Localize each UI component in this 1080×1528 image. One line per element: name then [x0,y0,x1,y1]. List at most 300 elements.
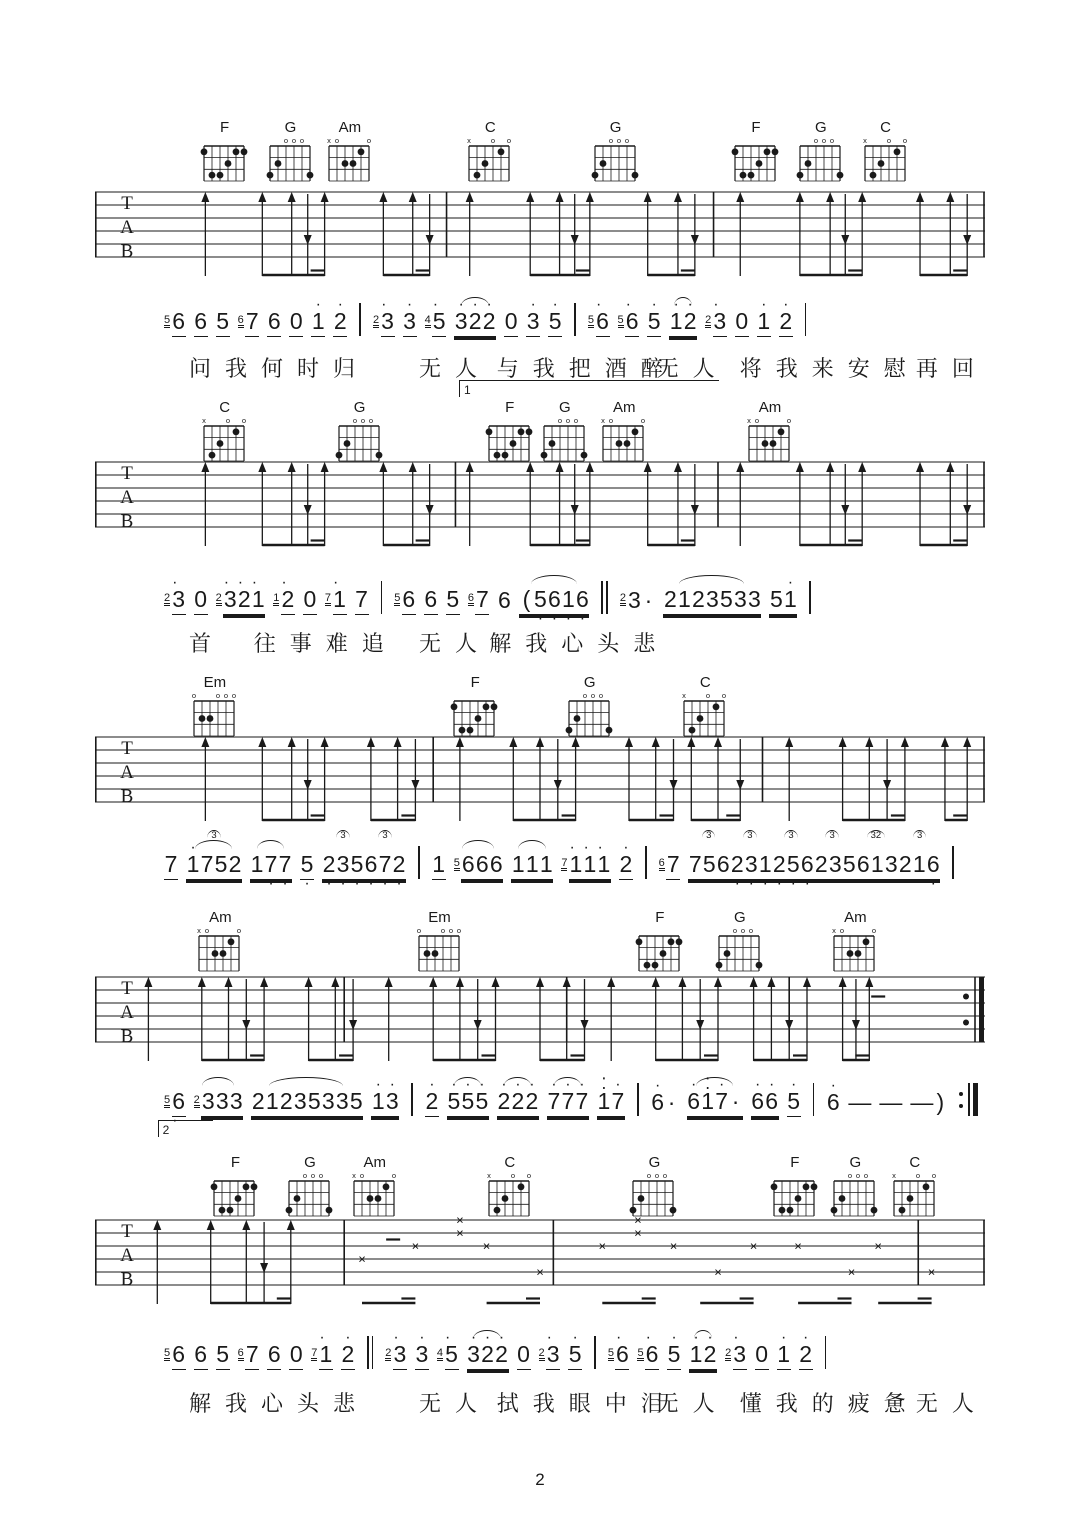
low-octave-dot [186,880,200,888]
digit: 2 [279,1088,293,1114]
note [705,296,727,345]
grace-note: 5 [164,1094,171,1106]
strum-up-arrow-icon [858,192,866,202]
bar-line [952,846,954,879]
repeat-dot [963,1020,969,1026]
strum-up-arrow-icon [586,192,594,202]
barline-double [367,1336,373,1369]
low-octave-dot [769,615,783,623]
note [355,578,369,623]
octave-dots-below [641,1370,655,1378]
finger-dot [599,160,606,167]
low-octave-dot [389,1370,403,1378]
octave-dot: · [625,296,631,313]
finger-dot [525,428,532,435]
note [526,296,540,345]
octave-dot: · [654,1077,661,1094]
lyric-segment: 无人 [656,356,729,381]
grace-note: 6 [237,1347,244,1359]
digit: 5 [461,1088,475,1114]
repeat-dot [959,1092,963,1096]
low-octave-dot [561,1117,575,1125]
octave-dot: · [761,296,767,313]
octave-dots-below [251,1117,363,1125]
octave-dots-below [787,1117,801,1125]
tab-system-3 [95,733,985,833]
digit: 6 [475,851,489,877]
digit: 7 [547,1088,561,1114]
strum-up-arrow-icon [946,192,954,202]
chord-diagram-Am [194,910,246,980]
digit: · [731,1088,740,1114]
octave-dots-below [329,615,343,623]
finger-dot [423,950,430,957]
low-octave-dot [241,1370,255,1378]
muted-note-x-icon: × [874,1238,882,1254]
finger-dot [732,148,739,155]
finger-dot [869,172,876,179]
tab-clef-letter: T [121,1221,133,1242]
low-octave-dot [526,337,540,345]
bar-line-thick [973,1083,978,1116]
note [194,1333,208,1378]
octave-dot: · [713,296,719,313]
octave-dot: · [530,296,536,313]
string-marker-o-icon: o [655,1171,660,1180]
octave-dot: · [597,839,603,856]
low-octave-dot [214,880,228,888]
octave-dots-below [526,337,540,345]
low-octave-dot [233,615,247,623]
string-marker-o-icon: o [848,1171,853,1180]
barline-single [574,303,576,336]
octave-dot: · [501,1076,507,1093]
octave-dots-below [548,337,562,345]
low-octave-dot [799,1370,813,1378]
octave-dot: · [445,1329,451,1346]
muted-note-x-icon: × [456,1225,464,1241]
finger-dot [922,1183,929,1190]
chord-grid [590,135,642,185]
bar-line [637,1083,639,1116]
digit: 3 [229,1088,243,1114]
volta-number: 1 [464,383,471,397]
finger-dot [491,703,498,710]
low-octave-dot [651,1117,665,1125]
chord-diagram-G [795,120,847,190]
low-octave-dot [481,1370,495,1378]
digit: 2 [495,1341,508,1367]
digit: 6 [267,308,281,334]
bar-line [825,1336,827,1369]
finger-dot [216,172,223,179]
digit: 7 [611,1088,625,1114]
tab-clef-letter: A [120,1002,134,1023]
finger-dot [474,172,481,179]
chord-diagram-F [769,1155,821,1225]
lyric-segment: 拭我眼中泪 [496,1391,677,1416]
octave-dots-below [341,1370,355,1378]
digit: 6 [826,1089,840,1115]
low-octave-dot [621,337,635,345]
chord-grid [730,135,782,185]
digit: 6 [172,308,186,334]
digit: 2 [468,308,482,334]
strum-up-arrow-icon [466,192,474,202]
strum-up-arrow-icon [536,737,544,747]
low-octave-dot [377,337,391,345]
chord-name: G [558,399,571,416]
tuplet-number: 3 [207,830,220,841]
string-marker-o-icon: o [237,926,242,935]
note [436,1329,459,1378]
octave-dots-below [241,1370,255,1378]
chord-diagram-C [860,120,912,190]
bar-line [805,303,807,336]
digit: 0 [289,1341,303,1367]
low-octave-dot [303,615,317,623]
octave-dot: · [546,1329,552,1346]
low-octave-dot [747,615,761,623]
finger-dot [863,938,870,945]
digit: 3 [172,586,186,612]
tab-clef-letter: T [121,978,133,999]
octave-dots-below [300,875,314,892]
tab-clef-letter: B [120,1026,134,1047]
digit: 5 [548,308,562,334]
strum-up-arrow-icon [409,192,417,202]
barline-single [645,846,647,879]
low-octave-dot [497,615,511,623]
low-octave-dot [468,337,482,345]
string-marker-o-icon: o [616,136,621,145]
chord-grid [414,925,466,975]
finger-dot [651,962,658,969]
string-marker-o-icon: o [624,136,629,145]
digit: ( [522,586,531,612]
note [637,1329,659,1378]
note [303,578,317,623]
low-octave-dot [371,1117,385,1125]
low-octave-dot: · [268,875,274,892]
low-octave-dot [472,880,486,888]
octave-dot: · [569,839,575,856]
lyric-segment: 与我把酒醉 [496,356,677,381]
bar-line [381,581,383,614]
grace-note: 6 [658,857,665,869]
chord-name: Am [758,399,782,416]
octave-dot: · [432,296,439,313]
finger-dot [659,950,666,957]
octave-dots-below [447,1117,489,1125]
low-octave-dot [194,337,208,345]
strum-up-arrow-icon [916,192,924,202]
finger-dot [243,1183,250,1190]
digit: 3 [546,1341,560,1367]
finger-dot [755,962,762,969]
digit: 0 [303,586,317,612]
digit: 3 [828,851,842,877]
tab-clef-letter: B [120,786,134,807]
chord-diagram-C [484,1155,536,1225]
string-marker-o-icon: o [722,691,727,700]
note [757,296,771,345]
octave-dots-below [219,615,261,623]
bar-line [601,581,603,614]
octave-dots-below [315,1370,329,1378]
string-marker-o-icon: o [931,1171,936,1180]
tie-arc [473,1330,501,1339]
string-marker-o-icon: o [706,691,711,700]
chord-name: Em [203,674,227,691]
octave-dots-below [799,1370,813,1378]
octave-dots-below [592,337,606,345]
low-octave-dot [355,615,369,623]
octave-dots-below [497,1117,539,1125]
digit: 5 [307,1088,321,1114]
digit: 5 [216,308,230,334]
octave-dots-below [424,615,438,623]
string-marker-x-icon: x [891,1171,896,1180]
chord-name: Am [338,119,362,136]
octave-dots-below [542,1370,556,1378]
octave-dots-below [612,1370,626,1378]
muted-note-x-icon: × [749,1238,758,1254]
octave-dots-below [403,337,417,345]
octave-dots-below [568,1370,582,1378]
chord-name: C [699,674,711,691]
strum-up-arrow-icon [321,462,329,472]
digit: 7 [666,851,680,877]
digit: 7 [715,1088,729,1114]
octave-dot: · [484,1329,491,1346]
low-octave-dot [250,880,264,888]
low-octave-dot [593,880,607,888]
digit: 3 [385,1088,399,1114]
octave-dots-below [432,880,446,888]
lyric-segment: 无人 [419,356,492,381]
tuplet-number: 3 [378,830,391,841]
note [619,839,633,888]
chord-name: F [470,674,480,691]
string-marker-o-icon: o [590,691,595,700]
finger-dot [855,950,862,957]
grace-note: 5 [587,314,594,326]
octave-dots-below [333,337,347,345]
tie-arc [679,575,744,584]
low-octave-dot [454,337,468,345]
low-octave-dot [277,615,291,623]
digit: 2 [281,586,295,612]
grace-note: 2 [164,592,171,604]
grace-note: 2 [385,1347,392,1359]
note [735,300,749,345]
chord-diagram-F [199,120,251,190]
finger-dot [517,428,524,435]
lyric-segment: 无人 [656,1391,729,1416]
low-octave-dot [691,615,705,623]
digit: 1 [319,1341,333,1367]
string-marker-x-icon: x [747,416,751,425]
low-octave-dot: · [354,875,360,892]
note [238,300,260,345]
tie-arc [554,1077,582,1086]
finger-dot [877,160,884,167]
finger-dot [624,440,631,447]
digit: 1 [701,1088,715,1114]
chord-grid [464,135,516,185]
octave-dot: · [790,1076,797,1093]
tuplet-number: 3 [825,830,838,841]
low-octave-dot [168,1370,182,1378]
finger-dot [898,1207,905,1214]
low-octave-dot [329,615,343,623]
tab-system-5 [95,1216,985,1316]
digit: · [644,587,653,613]
finger-dot [836,172,843,179]
low-octave-dot [398,615,412,623]
chord-diagram-C [464,120,516,190]
note-main [251,1089,363,1117]
barline-single [809,581,811,614]
octave-dots-below [755,1370,769,1378]
finger-dot [715,962,722,969]
string-marker-x-icon: x [351,1171,356,1180]
chord-name: C [484,119,496,136]
digit: 7 [575,1088,589,1114]
low-octave-dot [898,880,912,888]
octave-dots-below [687,1117,743,1125]
string-marker-x-icon: x [682,691,687,700]
low-octave-dot [216,337,230,345]
strum-up-arrow-icon [526,462,534,472]
string-marker-o-icon: o [448,926,453,935]
low-octave-dot [241,337,255,345]
note [504,300,518,345]
digit: 5 [446,586,460,612]
low-octave-dot [826,1117,840,1125]
string-marker-o-icon: o [902,136,907,145]
tuplet-number: 3 [784,830,797,841]
low-octave-dot [853,1117,867,1125]
octave-dots-below [597,1117,625,1125]
finger-dot [770,440,777,447]
digit: 5 [447,1088,461,1114]
digit: 6 [765,1088,779,1114]
low-octave-dot [870,880,884,888]
digit: 5 [568,1341,582,1367]
strum-up-arrow-icon [607,977,615,987]
string-marker-o-icon: o [608,136,613,145]
octave-dot: · [190,839,196,856]
string-marker-o-icon: o [510,1171,515,1180]
octave-dots-below [415,1370,429,1378]
strum-up-arrow-icon [509,737,517,747]
octave-dots-below [241,337,255,345]
strum-up-arrow-icon [767,977,775,987]
grace-note: 6 [467,592,474,604]
digit: 1 [562,586,575,612]
finger-dot [810,1183,817,1190]
note-digits [461,852,503,880]
tab-system-1 [95,188,985,288]
string-marker-o-icon: o [754,416,760,425]
digit: 6 [645,1341,659,1367]
octave-dots-below [425,1117,439,1125]
note [289,1333,303,1378]
grace-note: 2 [619,592,626,604]
low-octave-dot [611,1117,625,1125]
low-octave-dot [719,615,733,623]
note [647,296,661,345]
grace-note: 2 [372,314,380,326]
octave-dot: · [375,1076,381,1093]
note [826,1077,840,1125]
chord-grid [769,1170,821,1220]
bar-line [594,1336,596,1369]
digit: 7 [245,1341,259,1367]
digit: 5 [702,851,716,877]
octave-dots-below [322,875,406,892]
low-octave-dot [579,880,593,888]
grace-note: 2 [725,1347,732,1359]
chord-grid [889,1170,941,1220]
digit: 6 [194,308,208,334]
finger-dot [227,1207,234,1214]
low-octave-dot [315,1370,329,1378]
string-marker-o-icon: o [813,136,818,145]
octave-dots-below [267,337,281,345]
finger-dot [208,172,215,179]
octave-dots-below [216,1370,230,1378]
digit: 2 [333,308,347,334]
finger-dot [485,428,492,435]
low-octave-dot: · [762,875,768,892]
octave-dot: · [687,296,693,313]
digit: 5 [300,851,314,877]
note [587,296,610,345]
digit: 1 [597,1088,611,1114]
bar-line [418,846,420,879]
chord-grid [628,1170,680,1220]
octave-dots-below [454,337,496,345]
low-octave-dot: · [551,610,558,627]
tuplet-number: 32 [867,830,886,841]
octave-dots-below [565,880,607,888]
note-digits [251,1089,363,1117]
octave-dots-below [511,880,553,888]
lyrics-line-5 [0,1387,1080,1417]
digit: 3 [336,851,350,877]
chord-name: F [790,1154,800,1171]
digit: 6 [424,586,438,612]
grace-note: 2 [193,1094,200,1106]
string-marker-o-icon: o [856,1171,861,1180]
octave-dot: · [596,296,602,313]
string-marker-o-icon: o [829,136,834,145]
digit: 3 [733,1341,747,1367]
lyric-segment: 再回 [915,356,988,381]
finger-dot [326,1207,333,1214]
strum-up-arrow-icon [409,462,417,472]
tie-arc [269,1077,343,1086]
low-octave-dot [495,1370,509,1378]
string-marker-o-icon: o [291,136,296,145]
strum-up-arrow-icon [652,737,660,747]
note [511,843,553,888]
low-octave-dot [856,880,870,888]
digit: 6 [498,587,511,613]
